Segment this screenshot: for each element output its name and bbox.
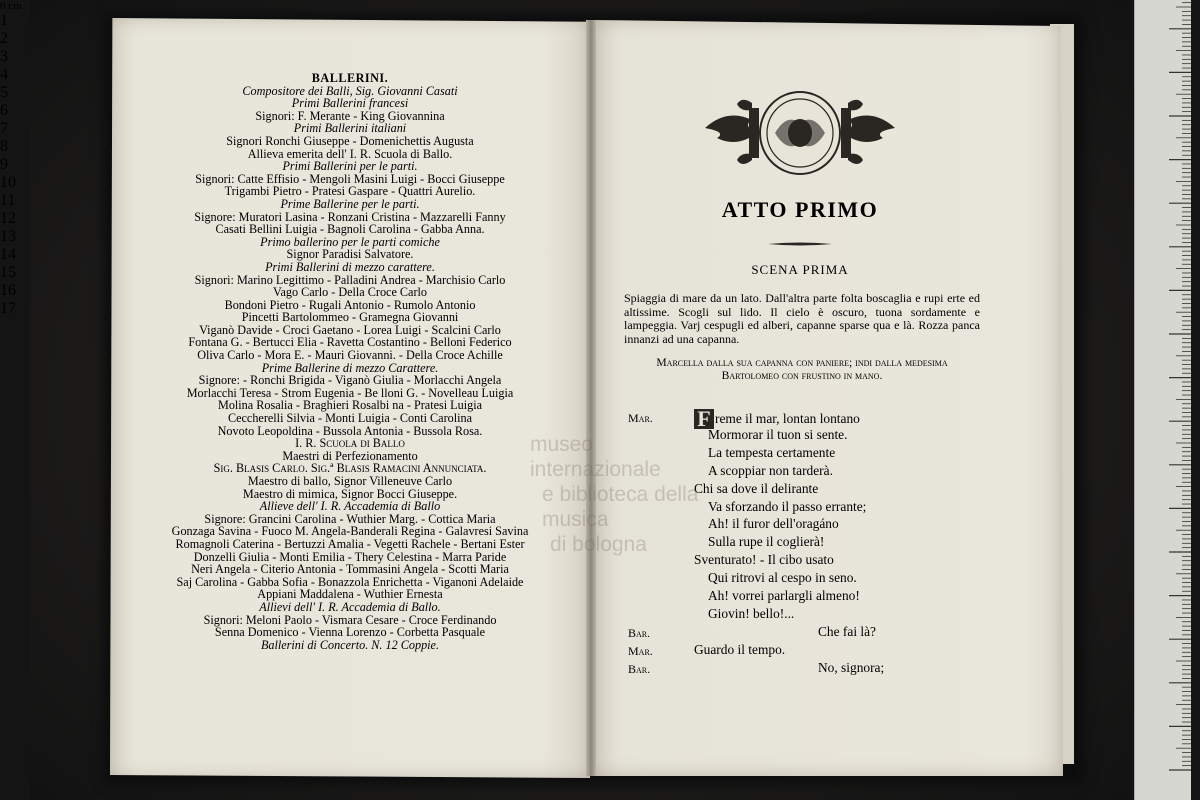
cast-line: Ballerini di Concerto. N. 12 Coppie.	[260, 637, 440, 652]
cast-line: Allievi dell' I. R. Accademia di Ballo.	[259, 599, 441, 614]
ruler-number: 15	[0, 264, 16, 281]
stage-direction: Spiaggia di mare da un lato. Dall'altra parte folta boscaglia e rupi erte ed altissime. Scogli sul lido. Il cielo è oscuro, tuona sordamente e lampeggia. Varj cespugli ed alberi, capanne sparse qua e là. Rozza panca innanzi ad una capanna.	[624, 291, 980, 346]
cast-line: Oliva Carlo - Mora E. - Mauri Giovanni. - Della Croce Achille	[197, 348, 503, 363]
verse-line	[818, 660, 884, 676]
cast-line: Signori: Marino Legittimo - Palladini Andrea - Marchisio Carlo	[194, 272, 506, 287]
ruler-number: 16	[0, 282, 16, 299]
ruler-number: 8	[0, 138, 8, 155]
cast-line: Pincetti Bartolommeo - Gramegna Giovanni	[241, 310, 459, 325]
cast-line: Signori: F. Merante - King Giovannina	[255, 108, 445, 123]
verse-text: Che fai là?	[818, 623, 876, 639]
verse-line	[708, 516, 839, 532]
verse-line	[708, 534, 824, 550]
ruler-number: 2	[0, 30, 8, 47]
watermark-line: museo internazionale	[530, 433, 661, 481]
cast-line: Signor Paradisi Salvatore.	[286, 247, 414, 262]
cast-line: Vago Carlo - Della Croce Carlo	[273, 285, 427, 300]
left-page-text	[110, 72, 590, 651]
verse-line	[708, 445, 835, 461]
cast-line: Signore: - Ronchi Brigida - Viganò Giulia - Morlacchi Angela	[198, 373, 502, 388]
cast-line: Signori: Catte Effisio - Mengoli Masini Luigi - Bocci Giuseppe	[195, 171, 505, 186]
cast-line: Primo ballerino per le parti comiche	[260, 234, 440, 249]
verse-text: reme il mar, lontan lontano	[715, 411, 860, 426]
cast-line: Primi Ballerini francesi	[291, 96, 409, 111]
verse-line	[708, 606, 794, 622]
verse-text: Va sforzando il passo errante;	[708, 498, 867, 514]
title-rule	[768, 241, 832, 247]
cast-line: Maestri di Perfezionamento	[282, 448, 418, 463]
cast-line: Compositore dei Balli, Sig. Giovanni Casati	[242, 83, 458, 98]
watermark-line: di bologna	[550, 533, 647, 556]
cast-line: Saj Carolina - Gabba Sofia - Bonazzola Enrichetta - Viganoni Adelaide	[176, 574, 524, 589]
cast-line: Gonzaga Savina - Fuoco M. Angela-Banderali Regina - Galavresi Savina	[171, 524, 529, 539]
cast-line: Novoto Leopoldina - Bussola Antonia - Bussola Rosa.	[217, 423, 483, 438]
cast-line: Trigambi Pietro - Pratesi Gaspare - Quattri Aurelio.	[224, 184, 476, 199]
cast-line: Casati Bellini Luigia - Bagnoli Carolina - Gabba Anna.	[215, 222, 485, 237]
cast-line: Ceccherelli Silvia - Monti Luigia - Conti Carolina	[227, 411, 473, 426]
cast-line: Prime Ballerine di mezzo Carattere.	[261, 360, 439, 375]
ornament-icon	[697, 88, 903, 178]
verse-text: La tempesta certamente	[708, 444, 836, 460]
speaker-label: Mar.	[628, 643, 653, 658]
cast-line: Prime Ballerine per le parti.	[280, 196, 420, 211]
cast-line: I. R. Scuola di Ballo	[295, 436, 405, 451]
cast-line: Fontana G. - Bertucci Elia - Ravetta Costantino - Belloni Federico	[188, 335, 512, 350]
cast-line: Romagnoli Caterina - Bertuzzi Amalia - Vegetti Rachele - Bertani Ester	[175, 536, 525, 551]
cast-line: Senna Domenico - Vienna Lorenzo - Corbetta Pasquale	[214, 625, 486, 640]
cast-line: Signore: Grancini Carolina - Wuthier Marg. - Cottica Maria	[204, 511, 496, 526]
cast-line: Maestro di ballo, Signor Villeneuve Carlo	[247, 474, 453, 488]
verse-text: No, signora;	[818, 659, 885, 675]
verse-text: Sventurato! - Il cibo usato	[694, 552, 834, 568]
cast-line: Primi Ballerini italiani	[293, 121, 407, 136]
ruler-number: 14	[0, 246, 16, 263]
scene-title: SCENA PRIMA	[751, 262, 849, 277]
cast-line: Allieva emerita dell' I. R. Scuola di Ballo.	[247, 146, 453, 161]
cast-line: Bondoni Pietro - Rugali Antonio - Rumolo Antonio	[224, 297, 476, 312]
cast-line: Signore: Muratori Lasina - Ronzani Cristina - Mazzarelli Fanny	[194, 209, 506, 224]
ruler-number: 13	[0, 228, 16, 245]
cast-line: Appiani Maddalena - Wuthier Ernesta	[257, 587, 443, 602]
ruler-number: 6	[0, 102, 8, 119]
ruler-number: 4	[0, 66, 8, 83]
act-title: ATTO PRIMO	[721, 197, 879, 222]
cast-line: Signori: Meloni Paolo - Vismara Cesare - Croce Ferdinando	[203, 612, 497, 627]
entrance-line-2: Bartolomeo con frustino in mano.	[721, 369, 883, 382]
cast-line: Primi Ballerini di mezzo carattere.	[265, 259, 435, 274]
ruler-number: 9	[0, 156, 8, 173]
verse-text: Ah! vorrei parlargli almeno!	[708, 588, 860, 603]
verse-text: Guardo il tempo.	[694, 641, 786, 657]
verse-text: Mormorar il tuon si sente.	[708, 426, 848, 442]
cast-line: Primi Ballerini per le parti.	[282, 159, 418, 174]
ruler-number: 11	[0, 192, 16, 209]
verse-text: Chi sa dove il delirante	[694, 480, 819, 496]
measuring-ruler	[1134, 0, 1191, 800]
speaker-label: Bar.	[628, 661, 651, 676]
ruler-unit-label: 0 cm	[0, 0, 22, 12]
entrance-line-1: Marcella dalla sua capanna con paniere; indi dalla medesima	[656, 356, 948, 369]
ruler-number: 7	[0, 120, 8, 137]
verse-line	[818, 624, 876, 640]
verse-text: A scoppiar non tarderà.	[708, 462, 833, 478]
cast-line: Neri Angela - Citerio Antonia - Tommasini Angela - Scotti Maria	[191, 562, 509, 577]
verse-line	[708, 570, 857, 586]
cast-line: Morlacchi Teresa - Strom Eugenia - Be lloni G. - Novelleau Luigia	[186, 385, 514, 400]
ruler-number: 5	[0, 84, 8, 101]
cast-line: Donzelli Giulia - Monti Emilia - Thery Celestina - Marra Paride	[193, 549, 507, 564]
ruler-number: 3	[0, 48, 8, 65]
verse-line	[708, 427, 847, 443]
cast-line: Allieve dell' I. R. Accademia di Ballo	[259, 499, 441, 514]
verse-text: Sulla rupe il coglierà!	[708, 534, 825, 550]
ruler-number: 12	[0, 210, 16, 227]
speaker-label: Bar.	[628, 625, 651, 640]
verse-line	[694, 642, 785, 658]
verse-text: Ah! il furor dell'oragáno	[708, 516, 839, 532]
verse-line	[708, 499, 866, 515]
watermark-line: e biblioteca della musica	[542, 483, 699, 531]
cast-line: Viganò Davide - Croci Gaetano - Lorea Luigi - Scalcini Carlo	[199, 322, 501, 337]
cast-line: BALLERINI.	[311, 71, 389, 85]
ruler-number: 10	[0, 174, 16, 191]
verse-line	[708, 463, 833, 479]
cast-line: Molina Rosalia - Braghieri Rosalbi na - Pratesi Luigia	[217, 398, 482, 413]
cast-line: Signori Ronchi Giuseppe - Domenichettis Augusta	[226, 133, 474, 148]
cast-line: Maestro di mimica, Signor Bocci Giuseppe.	[242, 486, 458, 501]
speaker-label: Mar.	[628, 411, 653, 425]
ruler-number: 17	[0, 300, 16, 317]
cast-line: Sig. Blasis Carlo. Sig.ª Blasis Ramacini Annunciata.	[213, 461, 487, 476]
verse-text: Qui ritrovi al cespo in seno.	[708, 570, 857, 586]
ruler-number: 1	[0, 12, 8, 29]
verse-text: Giovin! bello!...	[708, 605, 795, 621]
watermark	[520, 432, 720, 557]
entrance-direction	[624, 356, 980, 382]
drop-cap: F	[694, 409, 714, 429]
ruler-ticks	[1135, 0, 1191, 800]
verse-line	[708, 588, 860, 604]
